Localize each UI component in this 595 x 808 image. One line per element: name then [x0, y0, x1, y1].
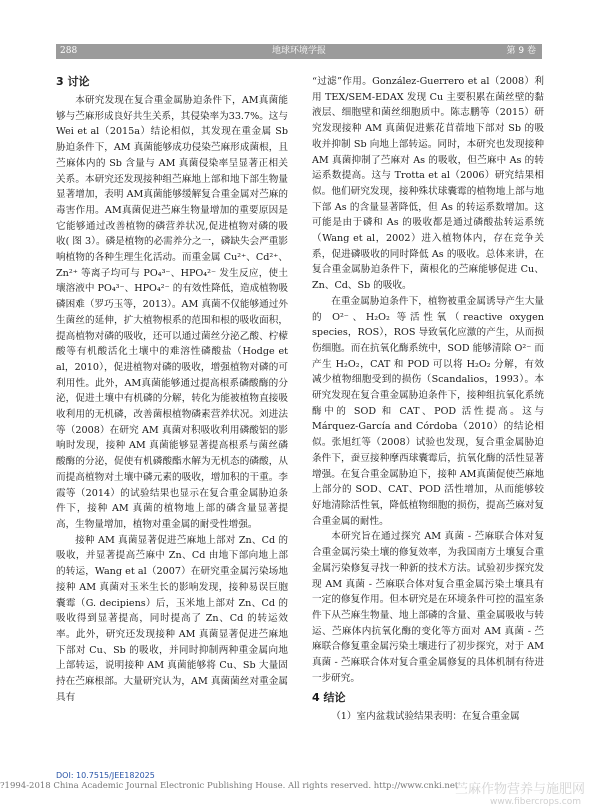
section-heading-conclusion: 4 结论	[312, 691, 346, 705]
copyright-notice: ?1994-2018 China Academic Journal Electronic Publishing House. All rights reserved. http://www.cnki.net	[0, 781, 459, 791]
doi-link[interactable]: DOI: 10.7515/JEE182025	[56, 771, 155, 780]
volume-number: 第 9 卷	[506, 46, 536, 56]
paragraph: 在重金属胁迫条件下，植物被重金属诱导产生大量的 O²⁻、H₂O₂ 等活性氧（reactive oxygen species，ROS），ROS 导致氧化应激的产生，从而损伤细胞。而在抗氧化酶系统中，SOD 能够清除 O²⁻ 而产生 H₂O₂，CAT 和 POD 可以将 H₂O₂ 分解，有效减少植物细胞受到的损伤（Scandalios，1993）。本研究发现在复合重金属胁迫条件下，接种组抗氧化系统酶中的 SOD 和 CAT、POD 活性提高。这与 Márquez-García and Córdoba（2010）的结论相似。张旭红等（2008）试验也发现，复合重金属胁迫条件下，蚕豆接种摩西球囊霉后，抗氧化酶的活性显著增强。在复合重金属胁迫下，接种 AM真菌促使苎麻地上部分的 SOD、CAT、POD 活性增加，从而能够较好地清除活性氧，降低植物细胞的损伤，提高苎麻对复合重金属的耐性。	[312, 295, 544, 527]
right-column	[312, 74, 544, 725]
journal-title: 地球环境学报	[271, 46, 326, 56]
left-column	[56, 74, 288, 705]
paragraph: 本研究发现在复合重金属胁迫条件下，AM真菌能够与苎麻形成良好共生关系，其侵染率为33.7%。这与 Wei et al（2015a）结论相似，其发现在重金属 Sb 胁迫条件下，AM 真菌能够成功侵染苎麻形成菌根，且苎麻体内的 Sb 含量与 AM 真菌侵染率呈显著正相关关系。本研究还发现接种组苎麻地上部和地下部生物量显著增加，表明 AM真菌能够缓解复合重金属对苎麻的毒害作用。AM真菌促进苎麻生物量增加的重要原因是它能够通过改善植物的磷营养状况,促进植物对磷的吸收( 图 3）。磷是植物的必需养分之一，磷缺失会严重影响植物的各种生理生化活动。而重金属 Cu²⁺、Cd²⁺、Zn²⁺ 等离子均可与 PO₄³⁻、HPO₄²⁻ 发生反应，使土壤溶液中 PO₄³⁻、HPO₄²⁻ 的有效性降低，造成植物吸磷困难（罗巧玉等，2013）。AM 真菌不仅能够通过外生菌丝的延伸，扩大植物根系的范围和根的吸收面积，提高植物对磷的吸收，还可以通过菌丝分泌乙酸、柠檬酸等有机酸活化土壤中的难溶性磷酸盐（Hodge et al，2010），促进植物对磷的吸收，增强植物对磷的可利用性。此外，AM真菌能够通过提高根系磷酸酶的分泌，促进土壤中有机磷的分解，转化为能被植物直接吸收利用的无机磷，改善菌根植物磷素营养状况。刘进法等（2008）在研究 AM 真菌对积吸收利用磷酸铝的影响时发现，接种 AM 真菌能够显著提高根系与菌丝磷酸酶的分泌，促使有机磷酸酯水解为无机态的磷酸，从而提高植物对土壤中磷元素的吸收，增加积的干重。李霞等（2014）的试验结果也显示在复合重金属胁迫条件下，接种 AM 真菌的植物地上部的磷含量显著提高，生物量增加，植物对重金属的耐受性增强。	[56, 95, 288, 530]
running-header	[56, 44, 542, 59]
paragraph: “过滤”作用。González-Guerrero et al（2008）利用 TEX/SEM-EDAX 发现 Cu 主要积累在菌丝壁的黏液层、细胞壁和菌丝细胞质中。陈志鹏等（2015）研究发现接种 AM 真菌促进紫花苜蓿地下部对 Sb 的吸收并抑制 Sb 向地上部转运。同时，本研究也发现接种 AM 真菌抑制了苎麻对 As 的吸收，但苎麻中 As 的转运系数提高。这与 Trotta et al（2006）研究结果相似。他们研究发现，接种殊状球囊霉的植物地上部与地下部 As 的含量显著降低，但 As 的转运系数增加。这可能是由于磷和 As 的吸收都是通过磷酸盐转运系统（Wang et al，2002）进入植物体内，存在竞争关系，促进磷吸收的同时降低 As 的吸收。总体来讲，在复合重金属胁迫条件下，菌根化的苎麻能够促进 Cu、Zn、Cd、Sb 的吸收。	[312, 76, 544, 292]
section-heading-discussion: 3 讨论	[56, 75, 90, 88]
watermark-url: www.fibercrops.com	[490, 797, 581, 807]
paragraph: 本研究旨在通过探究 AM 真菌 - 苎麻联合体对复合重金属污染土壤的修复效率，为我国南方土壤复合重金属污染修复寻找一种新的技术方法。试验初步探究发现 AM 真菌 - 苎麻联合体对复合重金属污染土壤具有一定的修复作用。但本研究是在环境条件可控的温室条件下从苎麻生物量、地上部磷的含量、重金属吸收与转运、苎麻体内抗氧化酶的变化等方面对 AM 真菌 - 苎麻联合修复重金属污染土壤进行了初步探究，对于 AM 真菌 - 苎麻联合体对复合重金属修复的具体机制有待进一步研究。	[312, 531, 544, 684]
paragraph: （1）室内盆栽试验结果表明：在复合重金属	[331, 711, 520, 723]
watermark-text: 苎麻作物营养与施肥网	[454, 782, 585, 797]
paragraph: 接种 AM 真菌显著促进苎麻地上部对 Zn、Cd 的吸收，并显著提高苎麻中 Zn、Cd 由地下部向地上部的转运，Wang et al（2007）在研究重金属污染场地接种 AM 真菌对玉米生长的影响发现，接种易误巨胞囊霉（G. decipiens）后，玉米地上部对 Zn、Cd 的吸收得到显著提高，同时提高了 Zn、Cd 的转运效率。此外，研究还发现接种 AM 真菌显著促进苎麻地下部对 Cu、Sb 的吸收，并同时抑制两种重金属向地上部转运，说明接种 AM 真菌能够将 Cu、Sb 大量固持在苎麻根部。大量研究认为，AM 真菌菌丝对重金属具有	[56, 534, 288, 703]
page-number: 288	[60, 46, 78, 56]
